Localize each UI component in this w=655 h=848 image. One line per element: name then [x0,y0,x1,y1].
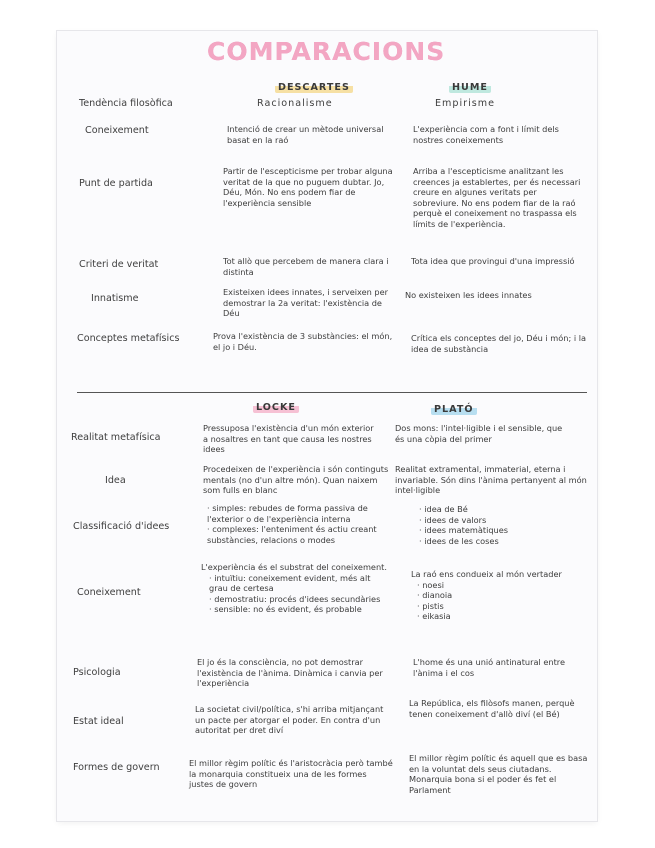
locke-realitat: Pressuposa l'existència d'un món exterior a nosaltres en tant que causa les nostres idees [203,423,374,455]
row-label-coneixement-b: Coneixement [77,587,141,598]
descartes-punt-partida: Partir de l'escepticisme per trobar alguna veritat de la que no puguem dubtar. Jo, Déu, Món. No ens podem fiar de l'experiència sensible [223,166,393,208]
plato-realitat: Dos mons: l'intel·ligible i el sensible, que és una còpia del primer [395,423,563,444]
row-label-classificacio: Classificació d'idees [73,521,170,532]
row-label-realitat: Realitat metafísica [71,432,161,443]
header-descartes: DESCARTES [275,82,353,93]
header-hume: HUME [449,82,491,93]
plato-idea: Realitat extramental, immaterial, eterna i invariable. Són dins l'ànima pertanyent al món intel·ligible [395,464,587,496]
plato-coneixement-intro: La raó ens condueix al món vertader [411,569,562,579]
list-item: · sensible: no és evident, és probable [209,604,362,615]
row-label-punt-partida: Punt de partida [79,178,153,189]
plato-psicologia: L'home és una unió antinatural entre l'ànima i el cos [413,657,566,678]
hume-innatisme: No existeixen les idees innates [405,290,532,300]
list-item: · eikasia [417,611,451,622]
list-item: · simples: rebudes de forma passiva de l'exterior o de l'experiència interna [207,503,368,524]
notes-sheet [57,31,597,821]
list-item: · idees matemàtiques [419,525,509,536]
row-label-criteri: Criteri de veritat [79,259,159,270]
locke-coneixement-list [201,573,391,615]
locke-coneixement-intro: L'experiència és el substrat del coneixement. [201,562,387,572]
hume-conceptes: Crítica els conceptes del jo, Déu i món; i la idea de substància [411,333,587,354]
row-label-conceptes: Conceptes metafísics [77,333,180,344]
locke-formes-govern: El millor règim polític és l'aristocràcia però també la monarquia constitueix una de les formes justes de govern [189,758,393,790]
descartes-criteri: Tot allò que percebem de manera clara i distinta [223,256,389,277]
list-item: · idees de les coses [419,535,499,546]
descartes-conceptes: Prova l'existència de 3 substàncies: el món, el jo i Déu. [213,331,393,352]
row-label-formes-govern: Formes de govern [73,762,160,773]
plato-estat-ideal: La República, els filòsofs manen, perquè tenen coneixement d'allò diví (el Bé) [409,698,575,719]
list-item: · idea de Bé [419,504,468,514]
locke-coneixement [201,562,391,615]
row-label-estat-ideal: Estat ideal [73,716,124,727]
page-title: COMPARACIONS [207,37,446,66]
header-plato: PLATÓ [431,404,477,415]
locke-classificacio-list [207,503,397,545]
locke-idea: Procedeixen de l'experiència i són continguts mentals (no d'un altre món). Quan naixem som fulls en blanc [203,464,389,496]
locke-psicologia: El jo és la consciència, no pot demostrar l'existència de l'ànima. Dinàmica i canvia per l'experiència [197,657,383,689]
row-label-innatisme: Innatisme [91,293,139,304]
section-divider [77,392,587,393]
list-item: · dianoia [417,590,453,601]
plato-formes-govern: El millor règim polític és aquell que es basa en la voluntat dels seus ciutadans. Monarquia bona si el poder és fet el Parlament [409,753,588,795]
plato-coneixement-list [411,580,581,622]
list-item: · demostratiu: procés d'idees secundàries [209,593,381,604]
list-item: · complexes: l'enteniment és actiu creant substàncies, relacions o modes [207,524,377,545]
row-label-psicologia: Psicologia [73,667,121,678]
list-item: · idees de valors [419,514,487,525]
plato-coneixement [411,569,581,622]
descartes-tendencia: Racionalisme [257,98,333,109]
descartes-innatisme: Existeixen idees innates, i serveixen per demostrar la 2a veritat: l'existència de Déu [223,287,389,319]
row-label-idea: Idea [105,475,126,486]
descartes-coneixement: Intenció de crear un mètode universal basat en la raó [227,124,384,145]
plato-classificacio-list [419,504,569,546]
hume-coneixement: L'experiència com a font i límit dels nostres coneixements [413,124,559,145]
row-label-coneixement: Coneixement [85,125,149,136]
header-locke: LOCKE [253,402,299,413]
hume-criteri: Tota idea que provingui d'una impressió [411,256,575,266]
hume-punt-partida: Arriba a l'escepticisme analitzant les creences ja establertes, per és necessari creure en algunes veritats per sobreviure. No ens podem fiar de la raó perquè el coneixement no traspassa els límits de l'experiència. [413,166,581,229]
list-item: · pistis [417,600,444,611]
list-item: · noesi [417,579,444,590]
list-item: · intuïtiu: coneixement evident, més alt grau de certesa [209,572,371,594]
locke-estat-ideal: La societat civil/política, s'hi arriba mitjançant un pacte per atorgar el poder. En contra d'un autoritat per dret diví [195,704,384,736]
hume-tendencia: Empirisme [435,98,496,109]
row-label-tendencia: Tendència filosòfica [79,98,173,109]
